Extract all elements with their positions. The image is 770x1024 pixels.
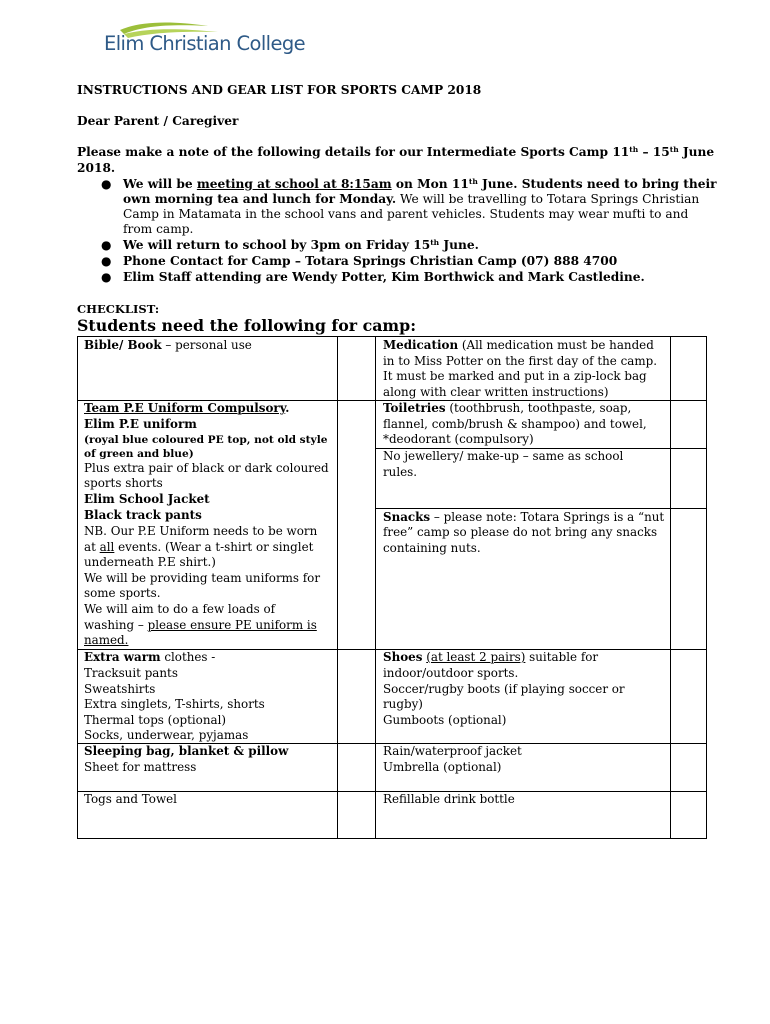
sleeping-sheet: Sheet for mattress — [84, 760, 197, 774]
uniform-wash-3: named. — [84, 633, 129, 647]
uniform-team-1: We will be providing team uniforms for — [84, 571, 321, 585]
warm-item: Socks, underwear, pyjamas — [84, 728, 249, 742]
shoes-line: Soccer/rugby boots (if playing soccer or — [383, 682, 625, 696]
sleeping-heading: Sleeping bag, blanket & pillow — [84, 744, 289, 758]
uniform-nb-2: at all events. (Wear a t-shirt or singlet — [84, 540, 314, 554]
snacks-heading: Snacks – please note: Totara Springs is a “nut — [383, 510, 665, 524]
warm-item: Sweatshirts — [84, 682, 156, 696]
uniform-extra-2: sports shorts — [84, 476, 163, 490]
uniform-sub: Elim P.E uniform — [84, 417, 197, 431]
gear-table — [77, 336, 707, 839]
snacks-line: containing nuts. — [383, 541, 481, 555]
bullet-3-icon: ● — [101, 254, 112, 268]
shoes-line: Gumboots (optional) — [383, 713, 507, 727]
table-heading: Students need the following for camp: — [77, 316, 417, 335]
intro-line-1: Please make a note of the following details for our Intermediate Sports Camp 11th – 15th June — [77, 145, 715, 159]
medication-line: It must be marked and put in a zip-lock bag — [383, 369, 647, 383]
medication-line: along with clear written instructions) — [383, 385, 609, 399]
table-border — [77, 336, 707, 337]
bullet-2-text: We will return to school by 3pm on Friday 15th June. — [123, 238, 479, 252]
uniform-heading: Team P.E Uniform Compulsory. — [84, 401, 290, 415]
uniform-note-2: of green and blue) — [84, 448, 194, 460]
bullet-1-line-1: We will be meeting at school at 8:15am on Mon 11th June. Students need to bring their — [123, 177, 717, 191]
shoes-heading: Shoes (at least 2 pairs) suitable for — [383, 650, 599, 664]
toiletries-line: *deodorant (compulsory) — [383, 432, 534, 446]
table-border — [375, 508, 707, 509]
toiletries-line: flannel, comb/brush & shampoo) and towel, — [383, 417, 647, 431]
college-logo — [98, 20, 320, 64]
bullet-1-line-4: from camp. — [123, 222, 194, 236]
greeting: Dear Parent / Caregiver — [77, 114, 239, 128]
shoes-line: rugby) — [383, 697, 423, 711]
bullet-1-icon: ● — [101, 177, 112, 191]
table-border — [77, 838, 707, 839]
table-border — [375, 336, 376, 839]
bullet-2-icon: ● — [101, 238, 112, 252]
togs-item: Togs and Towel — [84, 792, 177, 806]
uniform-team-2: some sports. — [84, 586, 161, 600]
medication-heading: Medication (All medication must be handed — [383, 338, 654, 352]
snacks-line: free” camp so please do not bring any snacks — [383, 525, 658, 539]
table-border — [77, 336, 78, 839]
bible-item: Bible/ Book – personal use — [84, 338, 252, 352]
uniform-wash-2: washing – please ensure PE uniform is — [84, 618, 317, 632]
document-title: INSTRUCTIONS AND GEAR LIST FOR SPORTS CAMP 2018 — [77, 83, 482, 97]
uniform-nb-3: underneath P.E shirt.) — [84, 555, 216, 569]
warm-heading: Extra warm clothes - — [84, 650, 216, 664]
table-border — [670, 336, 671, 839]
table-border — [337, 336, 338, 839]
bullet-4-icon: ● — [101, 270, 112, 284]
bullet-3-text: Phone Contact for Camp – Totara Springs Christian Camp (07) 888 4700 — [123, 254, 618, 268]
rain-line: Umbrella (optional) — [383, 760, 502, 774]
warm-item: Thermal tops (optional) — [84, 713, 227, 727]
uniform-nb-1: NB. Our P.E Uniform needs to be worn — [84, 524, 318, 538]
bullet-1-line-3: Camp in Matamata in the school vans and parent vehicles. Students may wear mufti to and — [123, 207, 689, 221]
uniform-note-1: (royal blue coloured PE top, not old style — [84, 434, 328, 446]
jewellery-line: No jewellery/ make-up – same as school — [383, 449, 624, 463]
uniform-wash-1: We will aim to do a few loads of — [84, 602, 276, 616]
jewellery-line: rules. — [383, 465, 418, 479]
logo-wordmark: Elim Christian College — [104, 32, 306, 55]
uniform-pants: Black track pants — [84, 508, 202, 522]
medication-line: in to Miss Potter on the first day of the camp. — [383, 354, 657, 368]
warm-item: Tracksuit pants — [84, 666, 178, 680]
bullet-4-text: Elim Staff attending are Wendy Potter, Kim Borthwick and Mark Castledine. — [123, 270, 645, 284]
table-border — [706, 336, 707, 839]
bullet-1-line-2: own morning tea and lunch for Monday. We will be travelling to Totara Springs Christian — [123, 192, 700, 206]
shoes-line: indoor/outdoor sports. — [383, 666, 519, 680]
intro-line-2: 2018. — [77, 161, 116, 175]
uniform-jacket: Elim School Jacket — [84, 492, 210, 506]
warm-item: Extra singlets, T-shirts, shorts — [84, 697, 265, 711]
checklist-label: CHECKLIST: — [77, 302, 160, 316]
bottle-item: Refillable drink bottle — [383, 792, 515, 806]
toiletries-heading: Toiletries (toothbrush, toothpaste, soap, — [383, 401, 632, 415]
uniform-extra-1: Plus extra pair of black or dark coloured — [84, 461, 329, 475]
rain-line: Rain/waterproof jacket — [383, 744, 522, 758]
